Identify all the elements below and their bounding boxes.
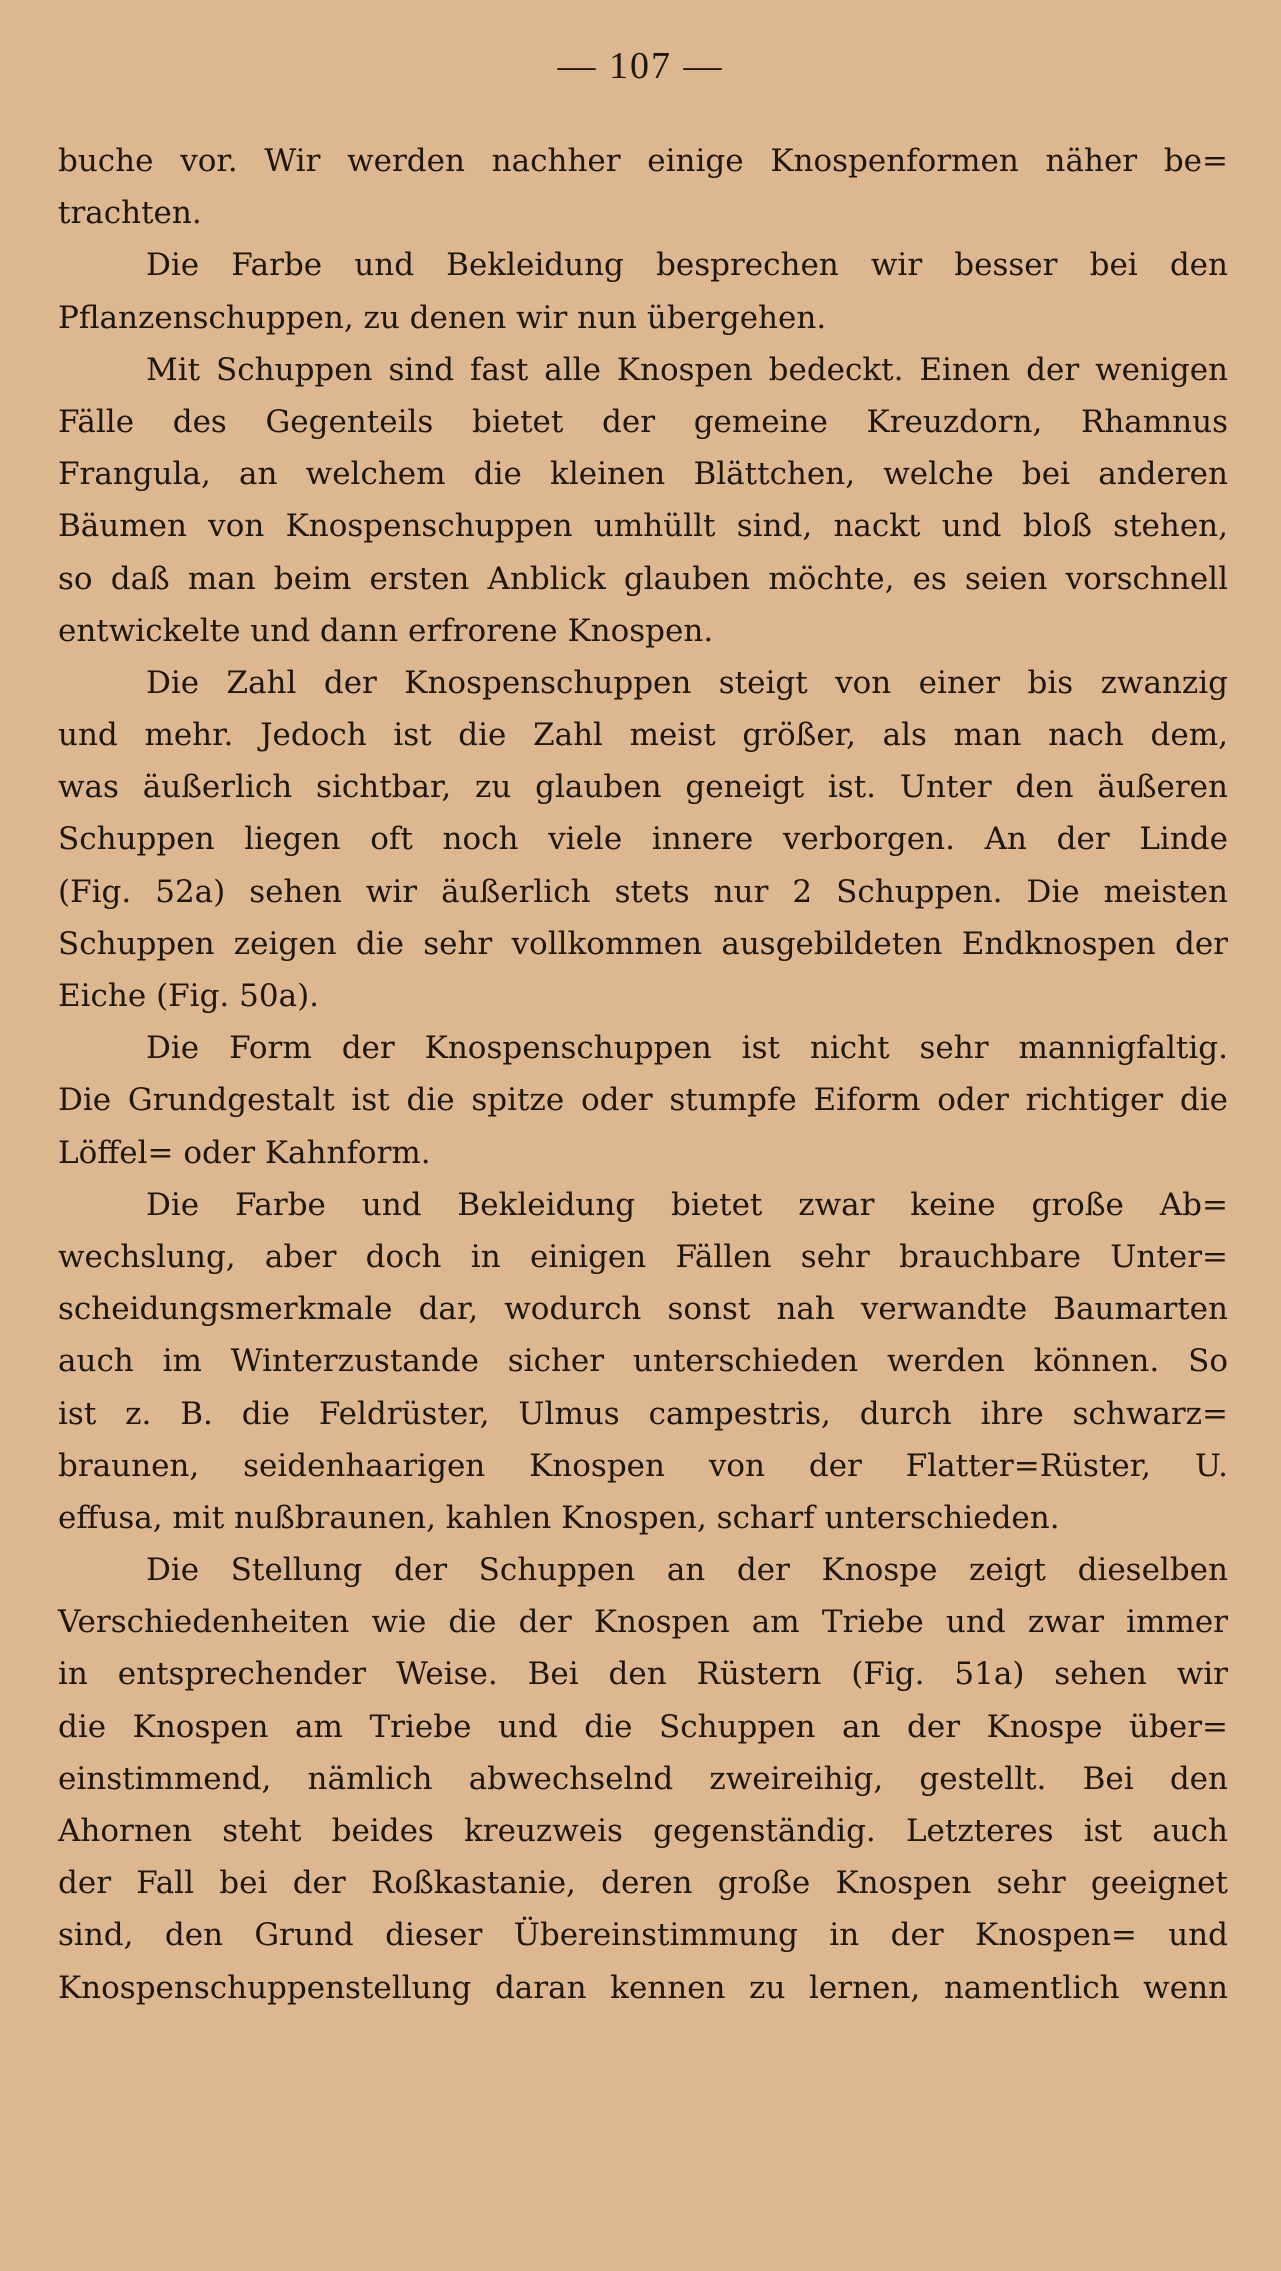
- text-line: Löffel= oder Kahnform.: [58, 1134, 431, 1171]
- text-line: und mehr. Jedoch ist die Zahl meist größer, als man nach dem,: [58, 717, 1228, 754]
- text-line: entwickelte und dann erfrorene Knospen.: [58, 612, 714, 649]
- text-line: Bäumen von Knospenschuppen umhüllt sind, nackt und bloß stehen,: [58, 508, 1228, 545]
- text-line: einstimmend, nämlich abwechselnd zweireihig, gestellt. Bei den: [58, 1760, 1228, 1797]
- text-line: auch im Winterzustande sicher unterschieden werden können. So: [58, 1343, 1228, 1380]
- text-line: trachten.: [58, 195, 202, 232]
- text-line: wechslung, aber doch in einigen Fällen sehr brauchbare Unter=: [58, 1238, 1228, 1275]
- text-line: scheidungsmerkmale dar, wodurch sonst nah verwandte Baumarten: [58, 1291, 1228, 1328]
- body-text: [58, 135, 1228, 2014]
- text-line: effusa, mit nußbraunen, kahlen Knospen, scharf unterschieden.: [58, 1499, 1060, 1536]
- text-line: Die Grundgestalt ist die spitze oder stumpfe Eiform oder richtiger die: [58, 1082, 1228, 1119]
- text-line: so daß man beim ersten Anblick glauben möchte, es seien vorschnell: [58, 560, 1228, 597]
- text-line: in entsprechender Weise. Bei den Rüstern (Fig. 51a) sehen wir: [58, 1656, 1228, 1693]
- text-line: (Fig. 52a) sehen wir äußerlich stets nur 2 Schuppen. Die meisten: [58, 873, 1228, 910]
- text-line: ist z. B. die Feldrüster, Ulmus campestris, durch ihre schwarz=: [58, 1395, 1228, 1432]
- text-line: Die Stellung der Schuppen an der Knospe zeigt dieselben: [146, 1552, 1228, 1589]
- text-line: Ahornen steht beides kreuzweis gegenständig. Letzteres ist auch: [58, 1813, 1228, 1849]
- text-line: Verschiedenheiten wie die der Knospen am Triebe und zwar immer: [58, 1604, 1228, 1641]
- text-line: buche vor. Wir werden nachher einige Knospenformen näher be=: [58, 143, 1228, 179]
- text-line: Knospenschuppenstellung daran kennen zu lernen, namentlich wenn: [58, 1969, 1228, 2006]
- text-line: Schuppen liegen oft noch viele innere verborgen. An der Linde: [58, 821, 1228, 858]
- text-line: Pflanzenschuppen, zu denen wir nun übergehen.: [58, 299, 827, 336]
- page-number: — 107 —: [557, 45, 724, 87]
- text-line: Eiche (Fig. 50a).: [58, 978, 320, 1014]
- text-line: Die Zahl der Knospenschuppen steigt von einer bis zwanzig: [146, 664, 1228, 701]
- text-line: Die Form der Knospenschuppen ist nicht sehr mannigfaltig.: [146, 1030, 1228, 1067]
- text-line: Die Farbe und Bekleidung besprechen wir besser bei den: [146, 247, 1228, 284]
- text-line: was äußerlich sichtbar, zu glauben geneigt ist. Unter den äußeren: [58, 769, 1228, 806]
- text-line: Mit Schuppen sind fast alle Knospen bedeckt. Einen der wenigen: [146, 351, 1228, 388]
- text-line: sind, den Grund dieser Übereinstimmung in der Knospen= und: [58, 1917, 1228, 1954]
- text-line: Schuppen zeigen die sehr vollkommen ausgebildeten Endknospen der: [58, 925, 1228, 962]
- text-line: die Knospen am Triebe und die Schuppen an der Knospe über=: [58, 1708, 1228, 1745]
- text-line: braunen, seidenhaarigen Knospen von der Flatter=Rüster, U.: [58, 1447, 1228, 1484]
- text-line: der Fall bei der Roßkastanie, deren große Knospen sehr geeignet: [58, 1865, 1228, 1902]
- text-line: Die Farbe und Bekleidung bietet zwar keine große Ab=: [146, 1186, 1228, 1223]
- text-line: Frangula, an welchem die kleinen Blättchen, welche bei anderen: [58, 456, 1228, 493]
- text-line: Fälle des Gegenteils bietet der gemeine Kreuzdorn, Rhamnus: [58, 403, 1228, 440]
